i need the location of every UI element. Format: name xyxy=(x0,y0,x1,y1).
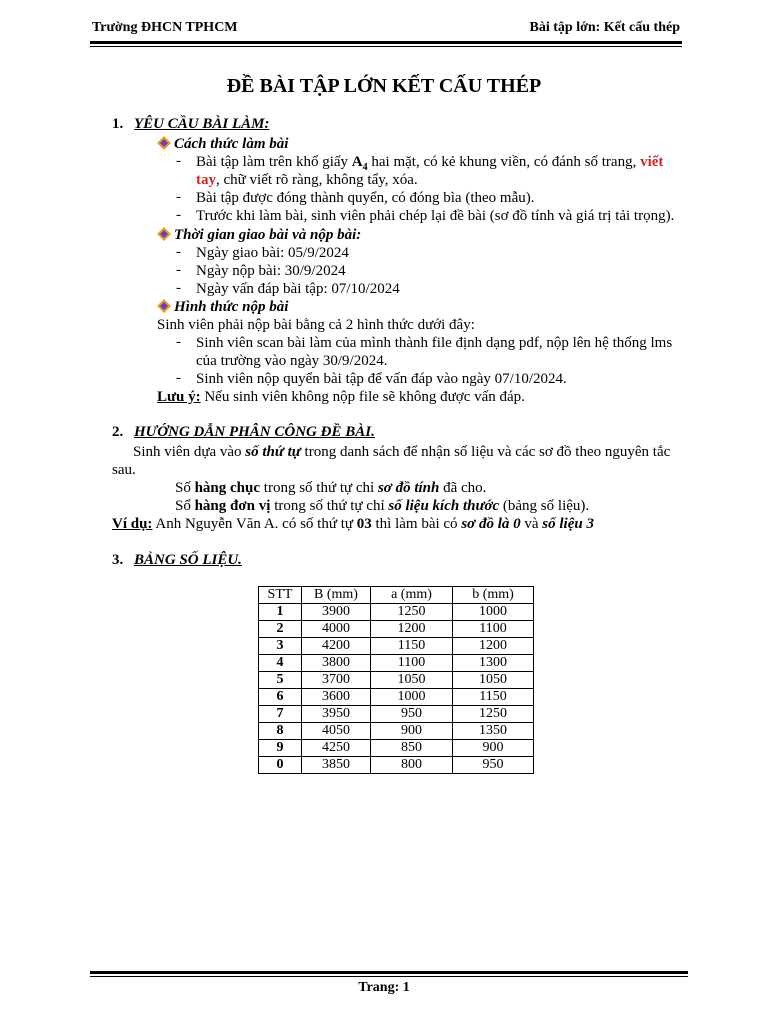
subsection-title: Hình thức nộp bài xyxy=(174,299,289,315)
table-header-cell: a (mm) xyxy=(371,587,453,604)
table-row xyxy=(259,706,534,723)
page-title: ĐỀ BÀI TẬP LỚN KẾT CẤU THÉP xyxy=(226,75,542,97)
table-cell: 1150 xyxy=(371,638,453,655)
table-cell: 1100 xyxy=(453,621,534,638)
table-cell: 3600 xyxy=(302,689,371,706)
footer-rule xyxy=(90,971,688,974)
table-cell: 0 xyxy=(259,757,302,774)
table-cell: 900 xyxy=(453,740,534,757)
section-number: 3. xyxy=(112,552,124,568)
bullet-dash: - xyxy=(176,153,181,169)
table-cell: 3900 xyxy=(302,604,371,621)
table-cell: 1350 xyxy=(453,723,534,740)
arrow-bullet-icon xyxy=(157,227,171,241)
table-row xyxy=(259,638,534,655)
table-cell: 4000 xyxy=(302,621,371,638)
table-cell: 900 xyxy=(371,723,453,740)
table-cell: 950 xyxy=(371,706,453,723)
paragraph-continued: sau. xyxy=(112,462,136,478)
table-cell: 1 xyxy=(259,604,302,621)
arrow-bullet-icon xyxy=(157,136,171,150)
paragraph: Sinh viên phải nộp bài bằng cả 2 hình thức dưới đây: xyxy=(157,317,475,333)
paragraph: Sinh viên dựa vào số thứ tự trong danh sách để nhận số liệu và các sơ đồ theo nguyên tắc xyxy=(133,444,671,460)
table-header-cell: STT xyxy=(259,587,302,604)
table-cell: 950 xyxy=(453,757,534,774)
table-row xyxy=(259,757,534,774)
paragraph: Số hàng đơn vị trong số thứ tự chỉ số liệu kích thước (bảng số liệu). xyxy=(175,498,590,514)
section-title: HƯỚNG DẪN PHÂN CÔNG ĐỀ BÀI. xyxy=(134,424,375,440)
page-header xyxy=(90,18,682,40)
note: Lưu ý: Nếu sinh viên không nộp file sẽ không được vấn đáp. xyxy=(157,389,525,405)
list-item: Sinh viên scan bài làm của mình thành file định dạng pdf, nộp lên hệ thống lms xyxy=(196,335,673,351)
table-row xyxy=(259,740,534,757)
table-header-cell: b (mm) xyxy=(453,587,534,604)
table-cell: 5 xyxy=(259,672,302,689)
page-number: Trang: 1 xyxy=(358,980,410,995)
table-cell: 1250 xyxy=(453,706,534,723)
bullet-dash: - xyxy=(176,207,181,223)
table-cell: 6 xyxy=(259,689,302,706)
table-cell: 4200 xyxy=(302,638,371,655)
section-title: YÊU CẦU BÀI LÀM: xyxy=(134,116,270,132)
data-table xyxy=(258,586,534,774)
table-cell: 3850 xyxy=(302,757,371,774)
table-cell: 7 xyxy=(259,706,302,723)
table-cell: 1000 xyxy=(371,689,453,706)
list-item: Trước khi làm bài, sinh viên phải chép lại đề bài (sơ đồ tính và giá trị tải trọng). xyxy=(196,208,675,224)
list-item-continued: tay, chữ viết rõ ràng, không tẩy, xóa. xyxy=(196,172,418,188)
table-cell: 850 xyxy=(371,740,453,757)
table-header-cell: B (mm) xyxy=(302,587,371,604)
table-cell: 8 xyxy=(259,723,302,740)
bullet-dash: - xyxy=(176,262,181,278)
table-cell: 1150 xyxy=(453,689,534,706)
table-row xyxy=(259,672,534,689)
table-cell: 3 xyxy=(259,638,302,655)
list-item: Ngày vấn đáp bài tập: 07/10/2024 xyxy=(196,281,400,297)
table-cell: 3700 xyxy=(302,672,371,689)
list-item-continued: của trường vào ngày 30/9/2024. xyxy=(196,353,388,369)
table-cell: 4 xyxy=(259,655,302,672)
bullet-dash: - xyxy=(176,280,181,296)
list-item: Bài tập được đóng thành quyển, có đóng bìa (theo mẫu). xyxy=(196,190,535,206)
subsection-work-method xyxy=(157,135,288,153)
section-number: 1. xyxy=(112,116,124,132)
section-1-heading xyxy=(112,116,269,133)
section-title: BẢNG SỐ LIỆU. xyxy=(134,552,242,568)
table-cell: 1200 xyxy=(371,621,453,638)
header-rule xyxy=(90,41,682,44)
table-header-row xyxy=(259,587,534,604)
example: Ví dụ: Anh Nguyễn Văn A. có số thứ tự 03 thì làm bài có sơ đồ là 0 và số liệu 3 xyxy=(112,516,594,532)
table-cell: 3800 xyxy=(302,655,371,672)
list-item: Ngày nộp bài: 30/9/2024 xyxy=(196,263,346,279)
table-cell: 1000 xyxy=(453,604,534,621)
footer-rule-thin xyxy=(90,976,688,977)
subsection-title: Thời gian giao bài và nộp bài: xyxy=(174,227,362,243)
table-cell: 1250 xyxy=(371,604,453,621)
table-cell: 1050 xyxy=(453,672,534,689)
table-cell: 4250 xyxy=(302,740,371,757)
list-item: Sinh viên nộp quyển bài tập để vấn đáp vào ngày 07/10/2024. xyxy=(196,371,567,387)
header-school: Trường ĐHCN TPHCM xyxy=(92,20,238,35)
table-cell: 1050 xyxy=(371,672,453,689)
subsection-schedule xyxy=(157,226,361,244)
table-cell: 4050 xyxy=(302,723,371,740)
table-cell: 1300 xyxy=(453,655,534,672)
section-number: 2. xyxy=(112,424,124,440)
table-row xyxy=(259,655,534,672)
arrow-bullet-icon xyxy=(157,299,171,313)
table-row xyxy=(259,689,534,706)
list-item: Ngày giao bài: 05/9/2024 xyxy=(196,245,349,261)
bullet-dash: - xyxy=(176,189,181,205)
bullet-dash: - xyxy=(176,244,181,260)
subsection-title: Cách thức làm bài xyxy=(174,136,289,152)
table-cell: 3950 xyxy=(302,706,371,723)
table-cell: 800 xyxy=(371,757,453,774)
table-cell: 2 xyxy=(259,621,302,638)
table-row xyxy=(259,723,534,740)
subsection-submission xyxy=(157,298,288,316)
bullet-dash: - xyxy=(176,334,181,350)
header-rule-thin xyxy=(90,46,682,47)
table-row xyxy=(259,604,534,621)
header-course: Bài tập lớn: Kết cấu thép xyxy=(529,20,680,35)
list-item: Bài tập làm trên khổ giấy $A_4$ hai mặt, có kẻ khung viền, có đánh số trang, viết xyxy=(196,154,664,173)
bullet-dash: - xyxy=(176,370,181,386)
section-3-heading xyxy=(112,552,242,569)
section-2-heading xyxy=(112,424,375,441)
table-cell: 9 xyxy=(259,740,302,757)
table-cell: 1100 xyxy=(371,655,453,672)
table-cell: 1200 xyxy=(453,638,534,655)
paragraph: Số hàng chục trong số thứ tự chỉ sơ đồ tính đã cho. xyxy=(175,480,487,496)
table-row xyxy=(259,621,534,638)
